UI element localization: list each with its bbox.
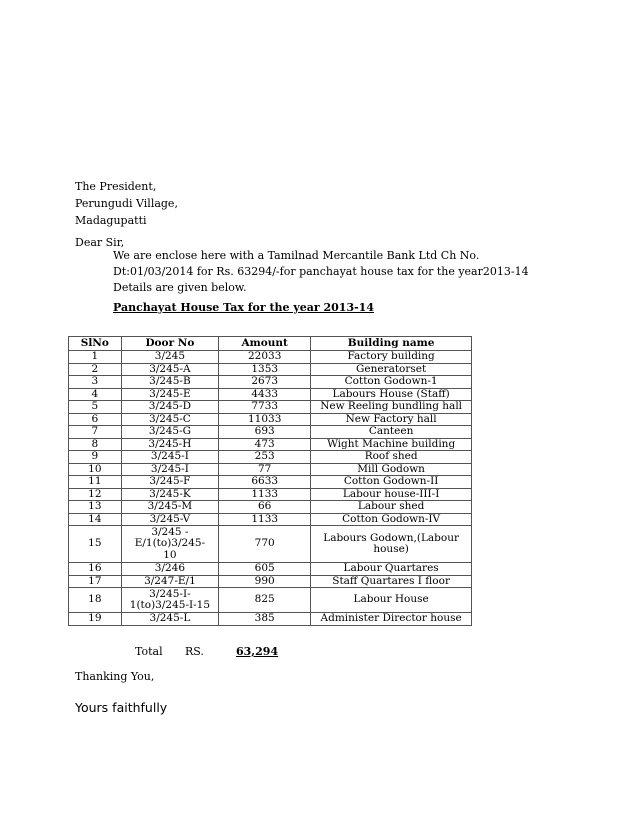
table-row — [69, 451, 472, 464]
header-amount: Amount — [219, 337, 311, 351]
cell-amount: 990 — [219, 575, 311, 588]
cell-building-name: Factory building — [311, 351, 472, 364]
table-row — [69, 413, 472, 426]
cell-building-name: Mill Godown — [311, 463, 472, 476]
body-line: Details are given below. — [113, 281, 247, 294]
cell-slno: 7 — [69, 426, 122, 439]
cell-door-no: 3/245-A — [121, 363, 218, 376]
address-line: The President, — [75, 180, 157, 193]
cell-building-name: Administer Director house — [311, 613, 472, 626]
table-row — [69, 363, 472, 376]
cell-building-name: Labour house-III-I — [311, 488, 472, 501]
table-row — [69, 575, 472, 588]
letter-body — [113, 248, 529, 296]
cell-building-name: New Reeling bundling hall — [311, 401, 472, 414]
body-line: Dt:01/03/2014 for Rs. 63294/-for panchayat house tax for the year2013-14 — [113, 265, 529, 278]
cell-amount: 770 — [219, 526, 311, 563]
table-row — [69, 526, 472, 563]
cell-door-no: 3/245-M — [121, 501, 218, 514]
cell-door-no: 3/245-L — [121, 613, 218, 626]
table-row — [69, 476, 472, 489]
cell-building-name: Roof shed — [311, 451, 472, 464]
cell-slno: 1 — [69, 351, 122, 364]
table-row — [69, 513, 472, 526]
cell-amount: 1353 — [219, 363, 311, 376]
cell-door-no: 3/245-F — [121, 476, 218, 489]
body-line: We are enclose here with a Tamilnad Mercantile Bank Ltd Ch No. — [113, 249, 480, 262]
cell-door-no: 3/245-C — [121, 413, 218, 426]
cell-slno: 15 — [69, 526, 122, 563]
cell-amount: 1133 — [219, 488, 311, 501]
cell-slno: 5 — [69, 401, 122, 414]
header-slno: SlNo — [69, 337, 122, 351]
cell-amount: 66 — [219, 501, 311, 514]
table-row — [69, 588, 472, 613]
cell-building-name: Labours House (Staff) — [311, 388, 472, 401]
cell-door-no: 3/245-B — [121, 376, 218, 389]
address-line: Perungudi Village, — [75, 197, 178, 210]
table-row — [69, 563, 472, 576]
cell-building-name: Cotton Godown-II — [311, 476, 472, 489]
cell-door-no: 3/245-V — [121, 513, 218, 526]
cell-building-name: Labours Godown,(Labour house) — [311, 526, 472, 563]
cell-door-no: 3/245 - E/1(to)3/245- 10 — [121, 526, 218, 563]
table-header-row — [69, 337, 472, 351]
cell-slno: 6 — [69, 413, 122, 426]
cell-door-no: 3/245-G — [121, 426, 218, 439]
table-row — [69, 426, 472, 439]
cell-amount: 385 — [219, 613, 311, 626]
cell-amount: 77 — [219, 463, 311, 476]
table-row — [69, 388, 472, 401]
table-row — [69, 376, 472, 389]
total-value: 63,294 — [236, 645, 279, 658]
table-body — [69, 351, 472, 626]
cell-door-no: 3/245-D — [121, 401, 218, 414]
table-row — [69, 488, 472, 501]
table-row — [69, 438, 472, 451]
cell-slno: 2 — [69, 363, 122, 376]
cell-amount: 253 — [219, 451, 311, 464]
table-row — [69, 613, 472, 626]
cell-door-no: 3/245-E — [121, 388, 218, 401]
cell-door-no: 3/245-I- 1(to)3/245-I-15 — [121, 588, 218, 613]
cell-slno: 12 — [69, 488, 122, 501]
cell-amount: 6633 — [219, 476, 311, 489]
cell-slno: 4 — [69, 388, 122, 401]
cell-amount: 693 — [219, 426, 311, 439]
cell-slno: 10 — [69, 463, 122, 476]
table-row — [69, 501, 472, 514]
header-door-no: Door No — [121, 337, 218, 351]
tax-table — [68, 336, 472, 626]
total-row — [0, 645, 638, 661]
total-label: Total — [135, 645, 163, 658]
cell-building-name: Labour shed — [311, 501, 472, 514]
cell-amount: 11033 — [219, 413, 311, 426]
cell-slno: 19 — [69, 613, 122, 626]
table-row — [69, 463, 472, 476]
cell-slno: 8 — [69, 438, 122, 451]
cell-door-no: 3/245-I — [121, 451, 218, 464]
cell-slno: 17 — [69, 575, 122, 588]
cell-amount: 4433 — [219, 388, 311, 401]
cell-door-no: 3/245-I — [121, 463, 218, 476]
address-line: Madagupatti — [75, 214, 147, 227]
cell-amount: 1133 — [219, 513, 311, 526]
cell-door-no: 3/246 — [121, 563, 218, 576]
cell-building-name: New Factory hall — [311, 413, 472, 426]
cell-amount: 2673 — [219, 376, 311, 389]
salutation: Dear Sir, — [75, 236, 125, 249]
thanks-line: Thanking You, — [75, 670, 155, 683]
cell-building-name: Generatorset — [311, 363, 472, 376]
cell-slno: 9 — [69, 451, 122, 464]
total-currency: RS. — [185, 645, 204, 658]
cell-building-name: Canteen — [311, 426, 472, 439]
signoff-line: Yours faithfully — [75, 700, 168, 715]
table-row — [69, 351, 472, 364]
cell-door-no: 3/245 — [121, 351, 218, 364]
table-row — [69, 401, 472, 414]
cell-slno: 18 — [69, 588, 122, 613]
cell-slno: 13 — [69, 501, 122, 514]
cell-amount: 605 — [219, 563, 311, 576]
cell-building-name: Cotton Godown-IV — [311, 513, 472, 526]
cell-building-name: Cotton Godown-1 — [311, 376, 472, 389]
cell-building-name: Wight Machine building — [311, 438, 472, 451]
cell-building-name: Staff Quartares I floor — [311, 575, 472, 588]
cell-door-no: 3/247-E/1 — [121, 575, 218, 588]
cell-amount: 22033 — [219, 351, 311, 364]
cell-building-name: Labour Quartares — [311, 563, 472, 576]
cell-slno: 3 — [69, 376, 122, 389]
cell-amount: 825 — [219, 588, 311, 613]
recipient-address — [75, 178, 178, 229]
cell-slno: 11 — [69, 476, 122, 489]
cell-amount: 473 — [219, 438, 311, 451]
cell-amount: 7733 — [219, 401, 311, 414]
table-heading: Panchayat House Tax for the year 2013-14 — [113, 301, 374, 314]
cell-door-no: 3/245-K — [121, 488, 218, 501]
cell-building-name: Labour House — [311, 588, 472, 613]
cell-slno: 14 — [69, 513, 122, 526]
header-building-name: Building name — [311, 337, 472, 351]
cell-door-no: 3/245-H — [121, 438, 218, 451]
cell-slno: 16 — [69, 563, 122, 576]
